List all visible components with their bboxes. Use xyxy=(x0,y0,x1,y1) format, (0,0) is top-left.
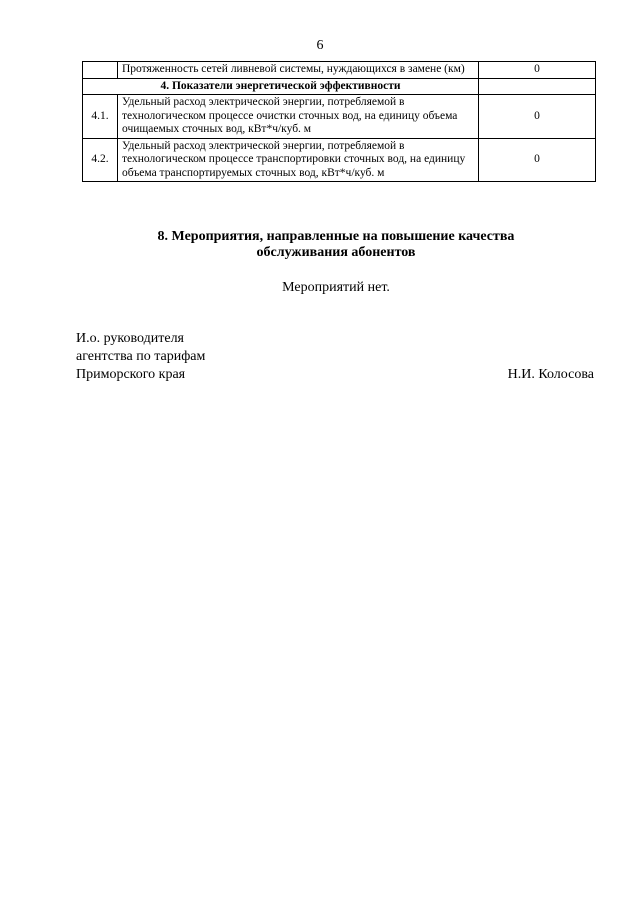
signature-block xyxy=(76,330,205,384)
row-description: Удельный расход электрической энергии, потребляемой в технологическом процессе транспортировки сточных вод, на единицу объема транспортируемых сточных вод, кВт*ч/куб. м xyxy=(118,138,479,182)
section-empty-cell xyxy=(479,78,596,95)
row-description: Удельный расход электрической энергии, потребляемой в технологическом процессе очистки сточных вод, на единицу объема очищаемых сточных вод, кВт*ч/куб. м xyxy=(118,95,479,139)
page-number: 6 xyxy=(316,38,324,53)
signer-name: Н.И. Колосова xyxy=(507,367,594,382)
section-text: Мероприятий нет. xyxy=(282,280,390,295)
row-value: 0 xyxy=(479,138,596,182)
table-row xyxy=(83,62,596,79)
heading-line-1: 8. Мероприятия, направленные на повышение качества xyxy=(157,229,515,244)
row-number xyxy=(83,62,118,79)
table-row xyxy=(83,138,596,182)
row-value: 0 xyxy=(479,95,596,139)
row-number: 4.2. xyxy=(83,138,118,182)
signer-title-line-3: Приморского края xyxy=(76,367,186,382)
table-section-row xyxy=(83,78,596,95)
indicators-table xyxy=(82,61,596,182)
row-value: 0 xyxy=(479,62,596,79)
row-number: 4.1. xyxy=(83,95,118,139)
row-description: Протяженность сетей ливневой системы, нуждающихся в замене (км) xyxy=(118,62,479,79)
signer-title-line-1: И.о. руководителя xyxy=(76,331,185,346)
section-heading xyxy=(0,229,640,261)
signer-title-line-2: агентства по тарифам xyxy=(76,349,206,364)
heading-line-2: обслуживания абонентов xyxy=(256,245,416,260)
table-row xyxy=(83,95,596,139)
section-title: 4. Показатели энергетической эффективности xyxy=(83,78,479,95)
